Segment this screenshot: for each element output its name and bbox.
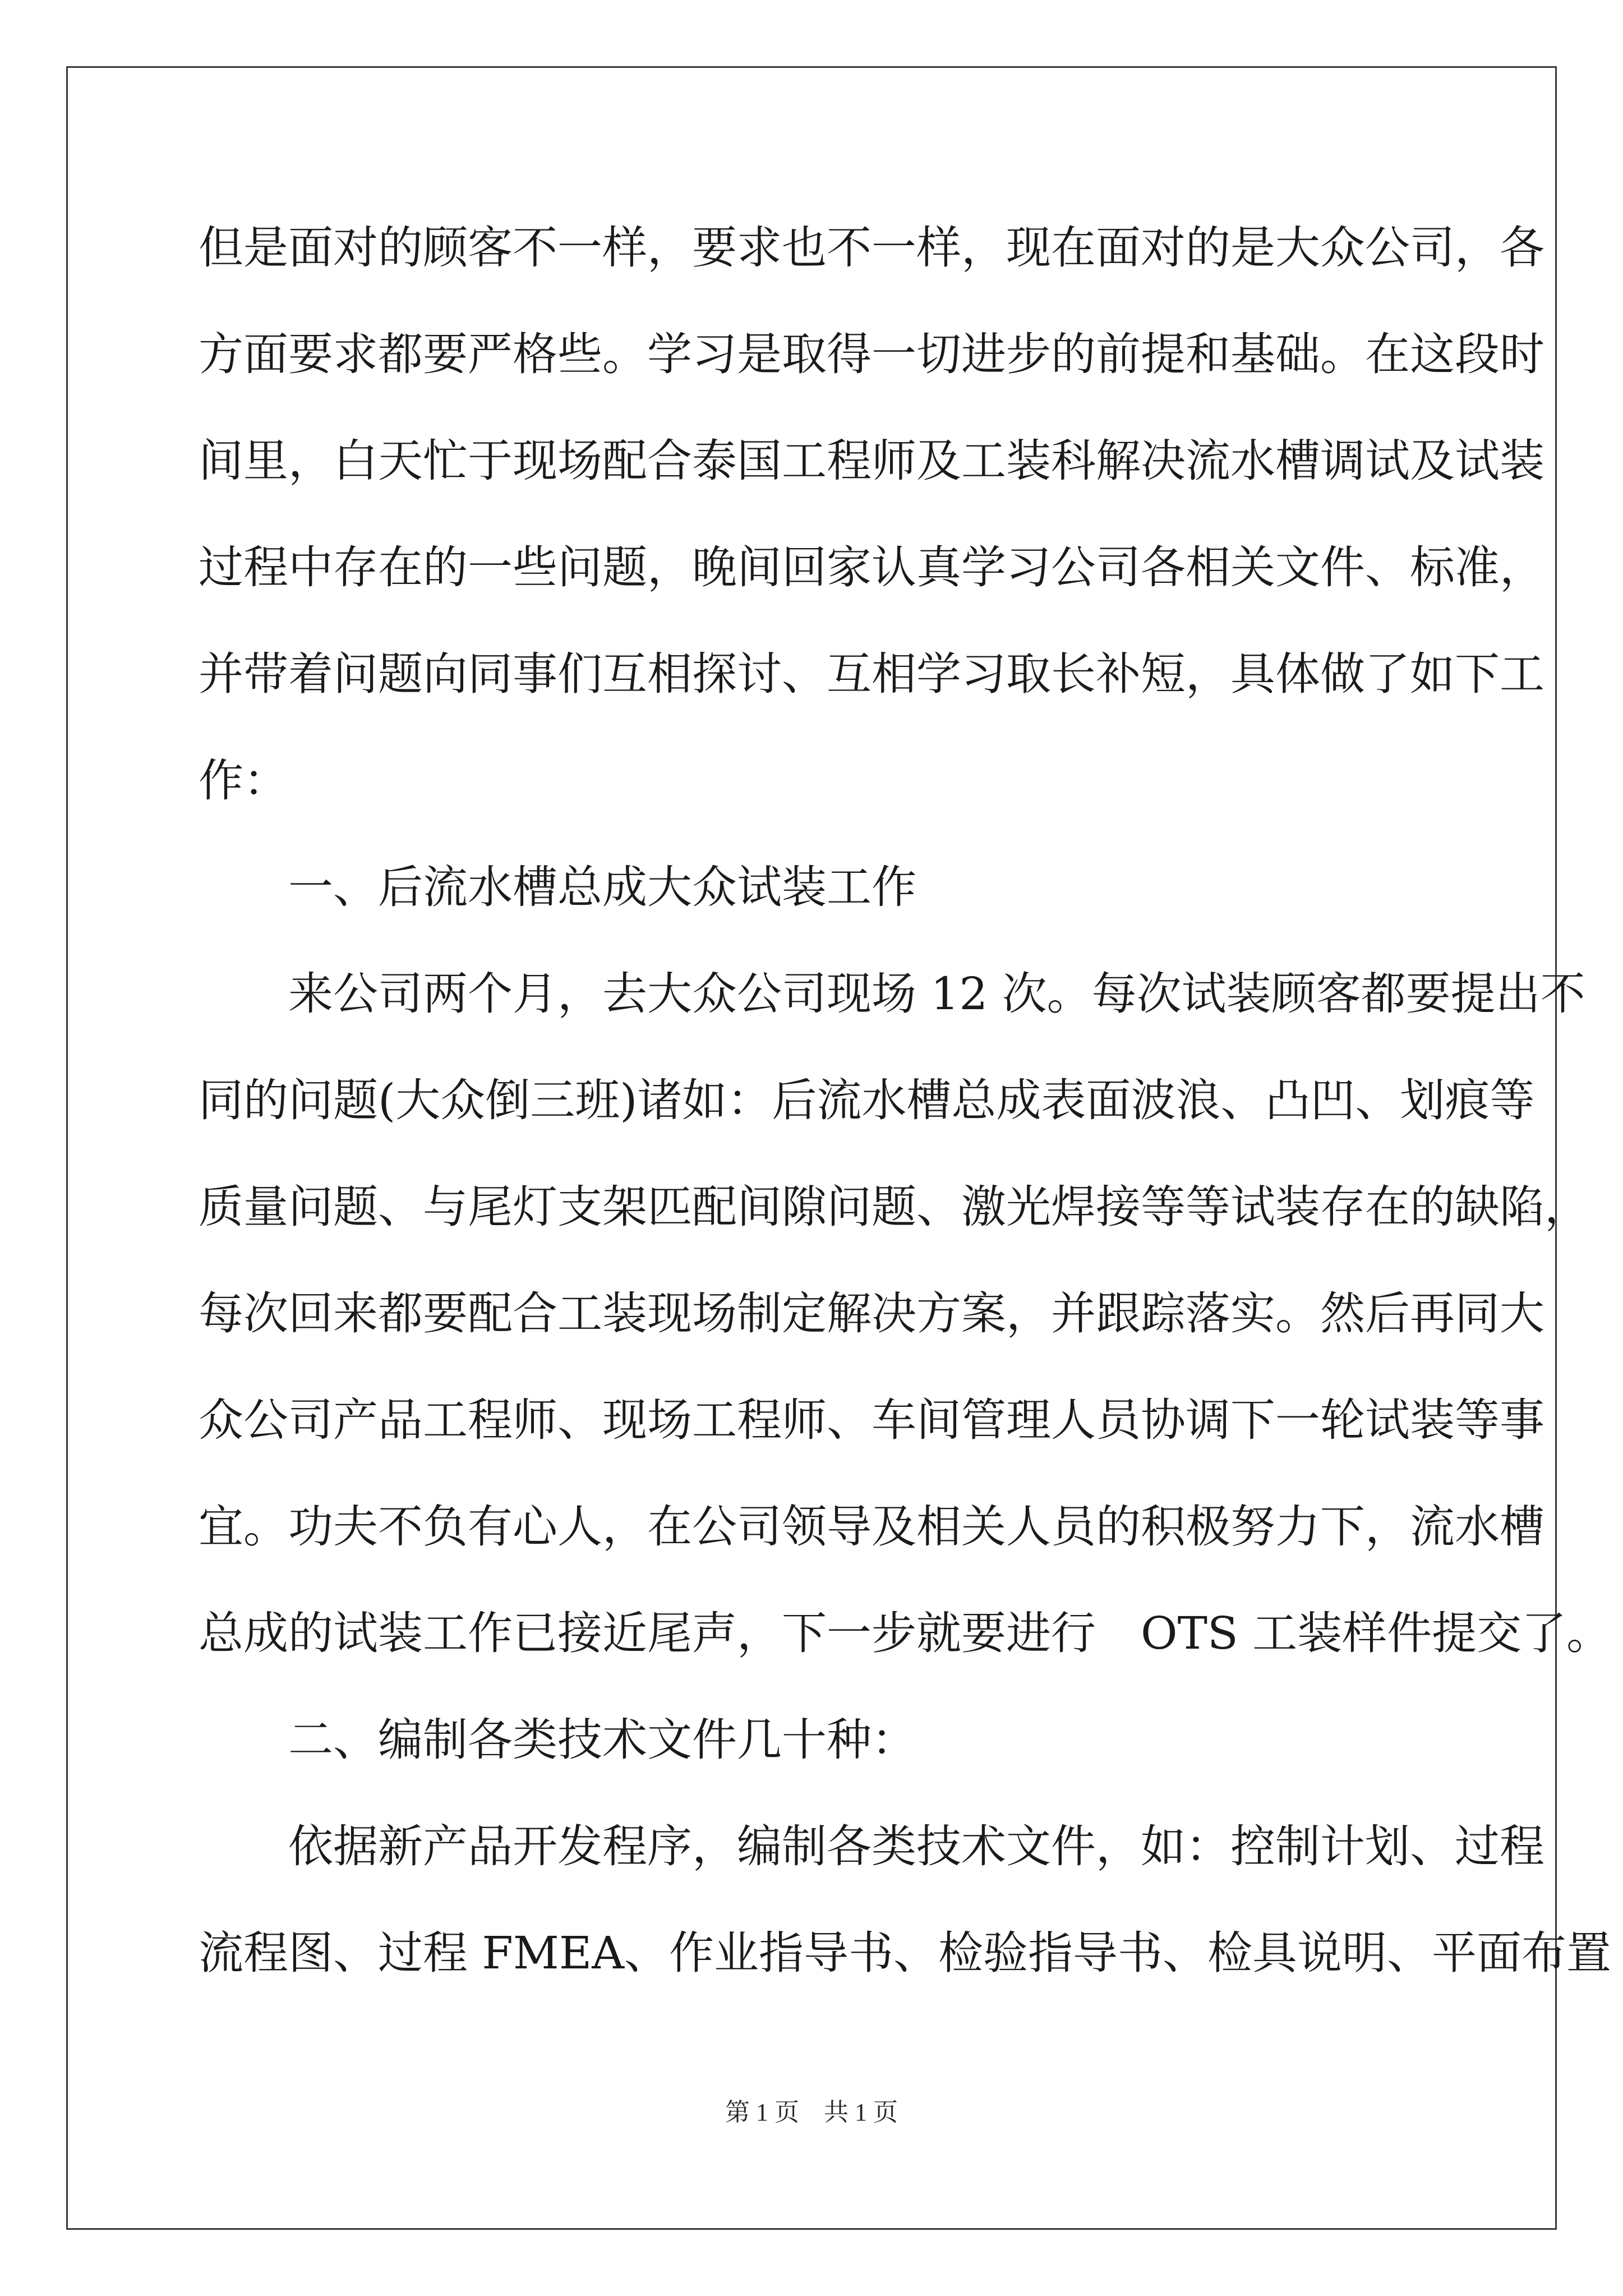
text-line: 间里，白天忙于现场配合泰国工程师及工装科解决流水槽调试及试装	[199, 435, 1544, 487]
text-line: 每次回来都要配合工装现场制定解决方案，并跟踪落实。然后再同大	[199, 1287, 1544, 1340]
page-border	[66, 66, 1557, 2230]
page-number-footer: 第 1 页 共 1 页	[725, 2099, 898, 2126]
text-line: 宜。功夫不负有心人，在公司领导及相关人员的积极努力下，流水槽	[199, 1501, 1544, 1553]
text-line: 流程图、过程 FMEA、作业指导书、检验指导书、检具说明、平面布置	[199, 1927, 1612, 1979]
text-line: 作：	[199, 754, 288, 807]
text-line: 并带着问题向同事们互相探讨、互相学习取长补短，具体做了如下工	[199, 648, 1544, 700]
text-line: 但是面对的顾客不一样，要求也不一样，现在面对的是大众公司，各	[199, 222, 1544, 274]
text-line: 依据新产品开发程序，编制各类技术文件，如：控制计划、过程	[199, 1820, 1544, 1872]
text-line: 总成的试装工作已接近尾声，下一步就要进行 OTS 工装样件提交了。	[199, 1607, 1612, 1659]
text-line: 来公司两个月，去大众公司现场 12 次。每次试装顾客都要提出不	[199, 968, 1585, 1020]
text-line: 过程中存在的一些问题，晚间回家认真学习公司各相关文件、标准，	[199, 541, 1544, 593]
text-line: 质量问题、与尾灯支架匹配间隙问题、激光焊接等等试装存在的缺陷，	[199, 1181, 1589, 1233]
text-line: 方面要求都要严格些。学习是取得一切进步的前提和基础。在这段时	[199, 328, 1544, 380]
section-heading: 一、后流水槽总成大众试装工作	[199, 861, 916, 913]
text-line: 同的问题(大众倒三班)诸如：后流水槽总成表面波浪、凸凹、划痕等	[199, 1074, 1535, 1126]
text-line: 众公司产品工程师、现场工程师、车间管理人员协调下一轮试装等事	[199, 1394, 1544, 1446]
section-heading: 二、编制各类技术文件几十种：	[199, 1714, 916, 1766]
